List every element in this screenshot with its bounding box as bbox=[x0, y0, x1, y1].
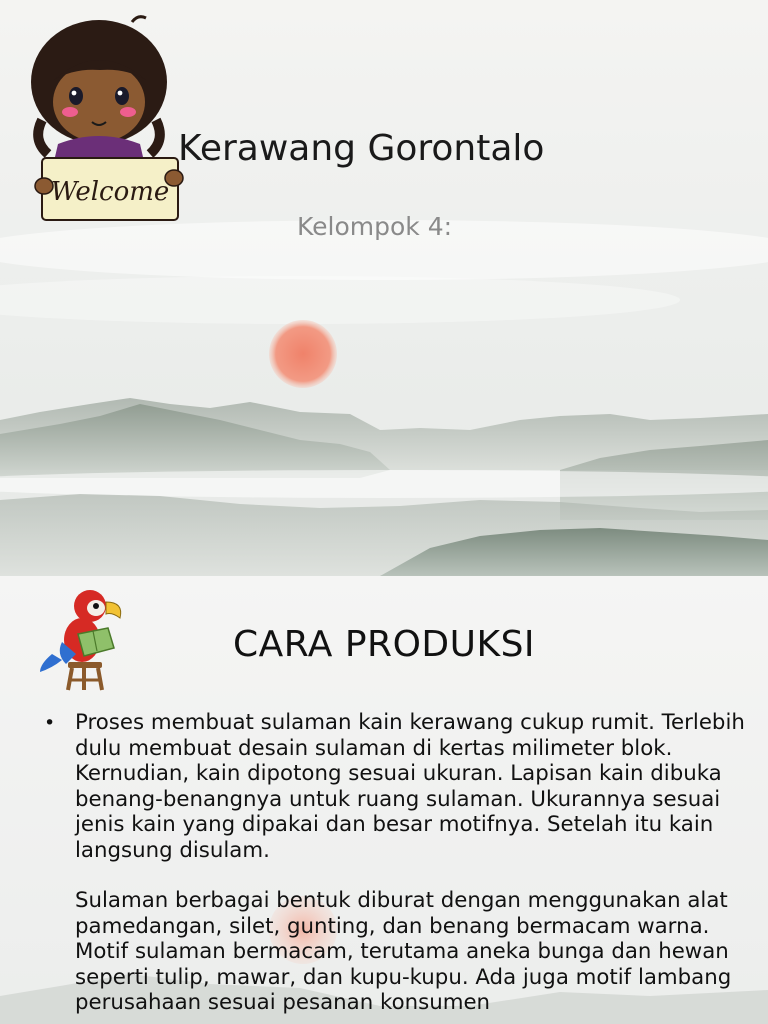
body-text bbox=[75, 710, 755, 1016]
sun-shape bbox=[269, 320, 337, 388]
content-slide bbox=[0, 576, 768, 1024]
welcome-girl-illustration bbox=[14, 10, 184, 230]
slide-subtitle: Kelompok 4: bbox=[297, 212, 453, 241]
bullet-marker: • bbox=[44, 712, 56, 734]
slide-title: CARA PRODUKSI bbox=[232, 624, 536, 665]
paragraph: Sulaman berbagai bentuk diburat dengan menggunakan alat pamedangan, silet, gunting, dan benang bermacam warna. Motif sulaman bermacam, terutama aneka bunga dan hewan seperti tulip, mawar, dan kupu-kupu. Ada juga motif lambang perusahaan sesuai pesanan konsumen bbox=[75, 888, 732, 1015]
slide-title: Kerawang Gorontalo bbox=[178, 128, 545, 169]
paragraph: Proses membuat sulaman kain kerawang cukup rumit. Terlebih dulu membuat desain sulaman di kertas milimeter blok. Kernudian, kain dipotong sesuai ukuran. Lapisan kain dibuka benang-benangnya untuk ruang sulaman. Ukurannya sesuai jenis kain yang dipakai dan besar motifnya. Setelah itu kain langsung disulam. bbox=[75, 710, 745, 863]
welcome-sign-text: Welcome bbox=[50, 177, 170, 207]
